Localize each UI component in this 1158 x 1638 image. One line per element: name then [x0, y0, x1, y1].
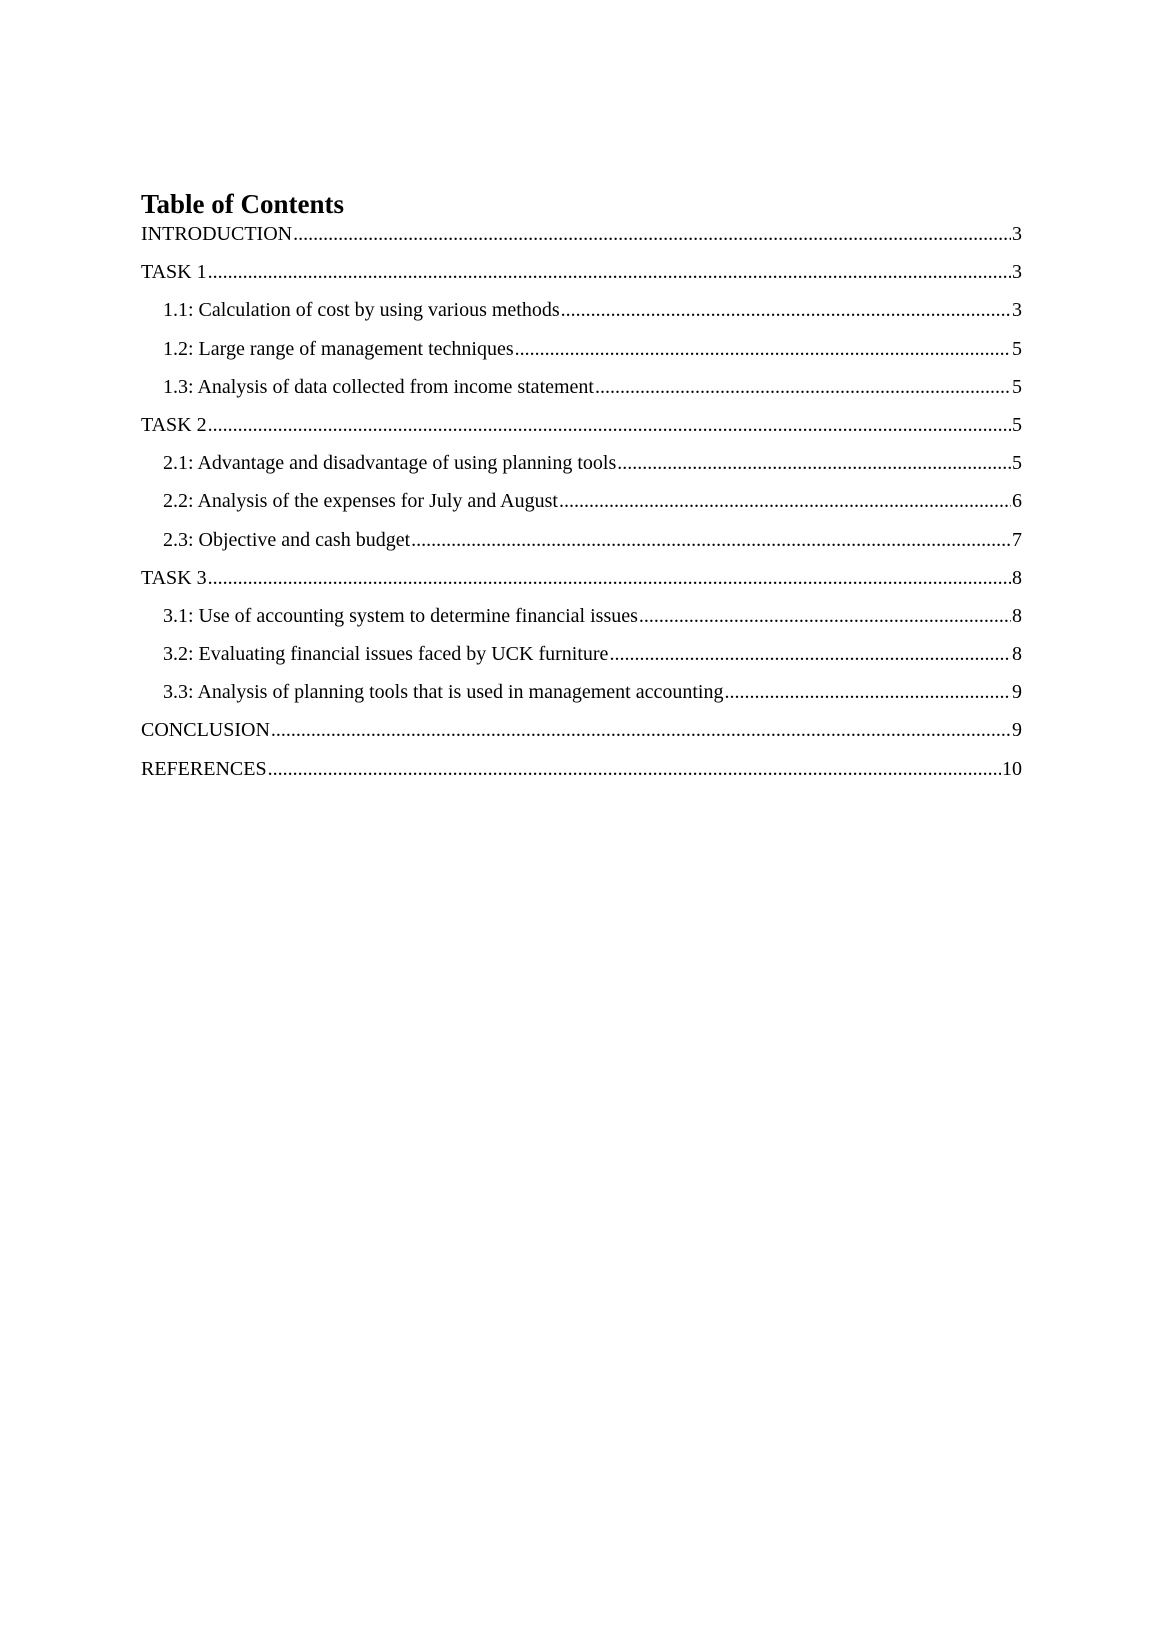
toc-entry-task-3[interactable]	[141, 566, 1022, 604]
toc-entry-references[interactable]	[141, 757, 1022, 795]
toc-entry-1-1[interactable]	[141, 298, 1022, 336]
toc-page-number: 8	[1012, 604, 1022, 627]
toc-entry-label: 3.3: Analysis of planning tools that is used in management accounting	[163, 681, 724, 704]
toc-entry-2-1[interactable]	[141, 451, 1022, 489]
toc-entry-1-3[interactable]	[141, 375, 1022, 413]
toc-page-number: 3	[1012, 299, 1022, 322]
toc-entry-2-2[interactable]	[141, 489, 1022, 527]
toc-entry-label: 1.2: Large range of management techniques	[163, 337, 514, 360]
toc-entry-label: TASK 3	[141, 566, 207, 589]
toc-dot-leader	[208, 413, 1011, 437]
toc-dot-leader	[293, 222, 1011, 246]
toc-entry-3-1[interactable]	[141, 604, 1022, 642]
toc-dot-leader	[268, 757, 1001, 781]
toc-entry-label: 2.3: Objective and cash budget	[163, 528, 411, 551]
toc-entry-label: 1.3: Analysis of data collected from income statement	[163, 375, 594, 398]
toc-entry-label: 3.2: Evaluating financial issues faced by UCK furniture	[163, 643, 609, 666]
toc-entry-label: TASK 2	[141, 413, 207, 436]
toc-entry-task-1[interactable]	[141, 260, 1022, 298]
toc-entry-task-2[interactable]	[141, 413, 1022, 451]
toc-page-number: 3	[1012, 223, 1022, 245]
toc-dot-leader	[617, 451, 1011, 475]
toc-page-number: 5	[1012, 413, 1022, 436]
toc-dot-leader	[609, 642, 1011, 666]
toc-entry-conclusion[interactable]	[141, 718, 1022, 756]
toc-dot-leader	[559, 489, 1011, 513]
toc-entry-label: CONCLUSION	[141, 719, 270, 742]
toc-entry-label: REFERENCES	[141, 757, 267, 780]
toc-dot-leader	[271, 718, 1011, 742]
toc-entry-2-3[interactable]	[141, 528, 1022, 566]
toc-dot-leader	[639, 604, 1011, 628]
toc-dot-leader	[595, 375, 1011, 399]
toc-entry-3-2[interactable]	[141, 642, 1022, 680]
toc-entry-introduction[interactable]	[141, 222, 1022, 260]
toc-entry-label: 2.2: Analysis of the expenses for July and August	[163, 490, 558, 513]
toc-title: Table of Contents	[141, 189, 345, 219]
toc-page-number: 3	[1012, 261, 1022, 284]
toc-entry-3-3[interactable]	[141, 680, 1022, 718]
toc-dot-leader	[208, 260, 1011, 284]
toc-dot-leader	[208, 566, 1011, 590]
toc-dot-leader	[515, 337, 1011, 361]
toc-page-number: 10	[1002, 757, 1022, 780]
toc-entry-label: 3.1: Use of accounting system to determine financial issues	[163, 604, 638, 627]
toc-entry-label: 1.1: Calculation of cost by using various methods	[163, 299, 560, 322]
toc-dot-leader	[561, 298, 1011, 322]
toc-entry-label: INTRODUCTION	[141, 223, 293, 245]
table-of-contents	[141, 186, 1022, 795]
toc-entry-1-2[interactable]	[141, 337, 1022, 375]
toc-page-number: 5	[1012, 375, 1022, 398]
toc-dot-leader	[411, 528, 1011, 552]
toc-dot-leader	[724, 680, 1011, 704]
toc-list	[141, 222, 1022, 795]
toc-entry-label: TASK 1	[141, 261, 207, 284]
toc-page-number: 9	[1012, 719, 1022, 742]
toc-page-number: 5	[1012, 452, 1022, 475]
toc-page-number: 8	[1012, 643, 1022, 666]
toc-page-number: 5	[1012, 337, 1022, 360]
toc-page-number: 9	[1012, 681, 1022, 704]
toc-page-number: 7	[1012, 528, 1022, 551]
toc-page-number: 8	[1012, 566, 1022, 589]
toc-page-number: 6	[1012, 490, 1022, 513]
toc-entry-label: 2.1: Advantage and disadvantage of using planning tools	[163, 452, 617, 475]
